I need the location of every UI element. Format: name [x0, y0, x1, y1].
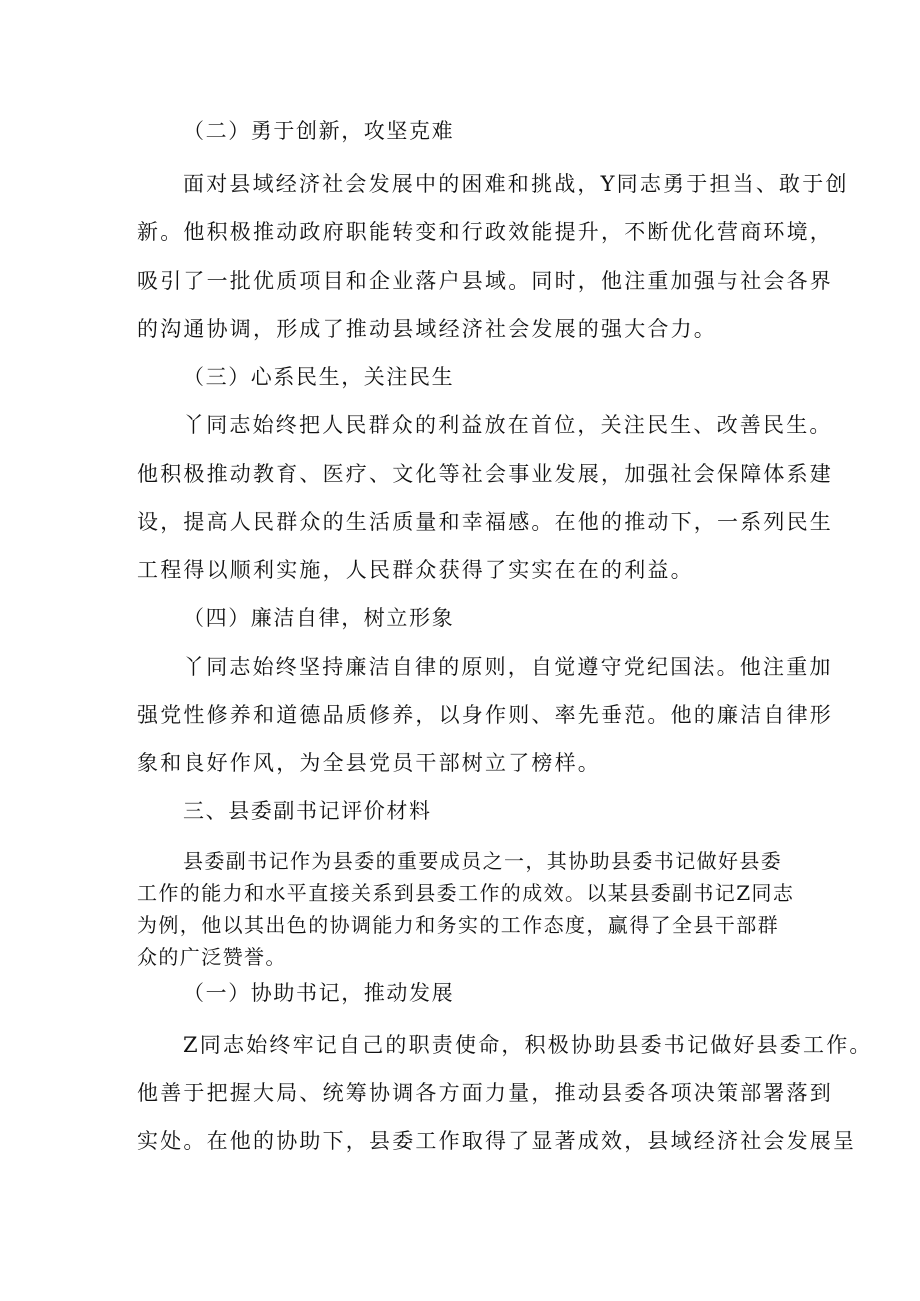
section-heading-assist-secretary: （一）协助书记，推动发展: [183, 981, 455, 1005]
paragraph-line: 实处。在他的协助下，县委工作取得了显著成效，县域经济社会发展呈: [137, 1129, 857, 1153]
paragraph-line: 众的广泛赞誉。: [137, 945, 287, 969]
paragraph-line: 他积极推动教育、医疗、文化等社会事业发展，加强社会保障体系建: [137, 462, 833, 486]
paragraph-line: 面对县域经济社会发展中的困难和挑战，Y同志勇于担当、敢于创: [183, 172, 849, 196]
paragraph-line: 丫同志始终坚持廉洁自律的原则，自觉遵守党纪国法。他注重加: [183, 655, 833, 679]
paragraph-line: 工作的能力和水平直接关系到县委工作的成效。以某县委副书记Z同志: [137, 881, 795, 905]
paragraph-line: 县委副书记作为县委的重要成员之一，其协助县委书记做好县委: [183, 849, 783, 873]
paragraph-line: 强党性修养和道德品质修养，以身作则、率先垂范。他的廉洁自律形: [137, 703, 833, 727]
paragraph-line: 他善于把握大局、统筹协调各方面力量，推动县委各项决策部署落到: [137, 1081, 833, 1105]
paragraph-line: 象和良好作风，为全县党员干部树立了榜样。: [137, 751, 601, 775]
paragraph-line: Z同志始终牢记自己的职责使命，积极协助县委书记做好县委工作。: [183, 1033, 873, 1057]
paragraph-line: 吸引了一批优质项目和企业落户县域。同时，他注重加强与社会各界: [137, 269, 833, 293]
section-heading-livelihood: （三）心系民生，关注民生: [183, 365, 455, 389]
section-heading-innovation: （二）勇于创新，攻坚克难: [183, 119, 455, 143]
chapter-heading-deputy-secretary: 三、县委副书记评价材料: [183, 799, 432, 823]
paragraph-line: 设，提高人民群众的生活质量和幸福感。在他的推动下，一系列民生: [137, 510, 833, 534]
paragraph-line: 丫同志始终把人民群众的利益放在首位，关注民生、改善民生。: [183, 413, 833, 437]
section-heading-integrity: （四）廉洁自律，树立形象: [183, 606, 455, 630]
paragraph-line: 的沟通协调，形成了推动县域经济社会发展的强大合力。: [137, 317, 717, 341]
paragraph-line: 工程得以顺利实施，人民群众获得了实实在在的利益。: [137, 558, 694, 582]
paragraph-line: 为例，他以其出色的协调能力和务实的工作态度，赢得了全县干部群: [137, 913, 779, 937]
paragraph-line: 新。他积极推动政府职能转变和行政效能提升，不断优化营商环境，: [137, 220, 833, 244]
